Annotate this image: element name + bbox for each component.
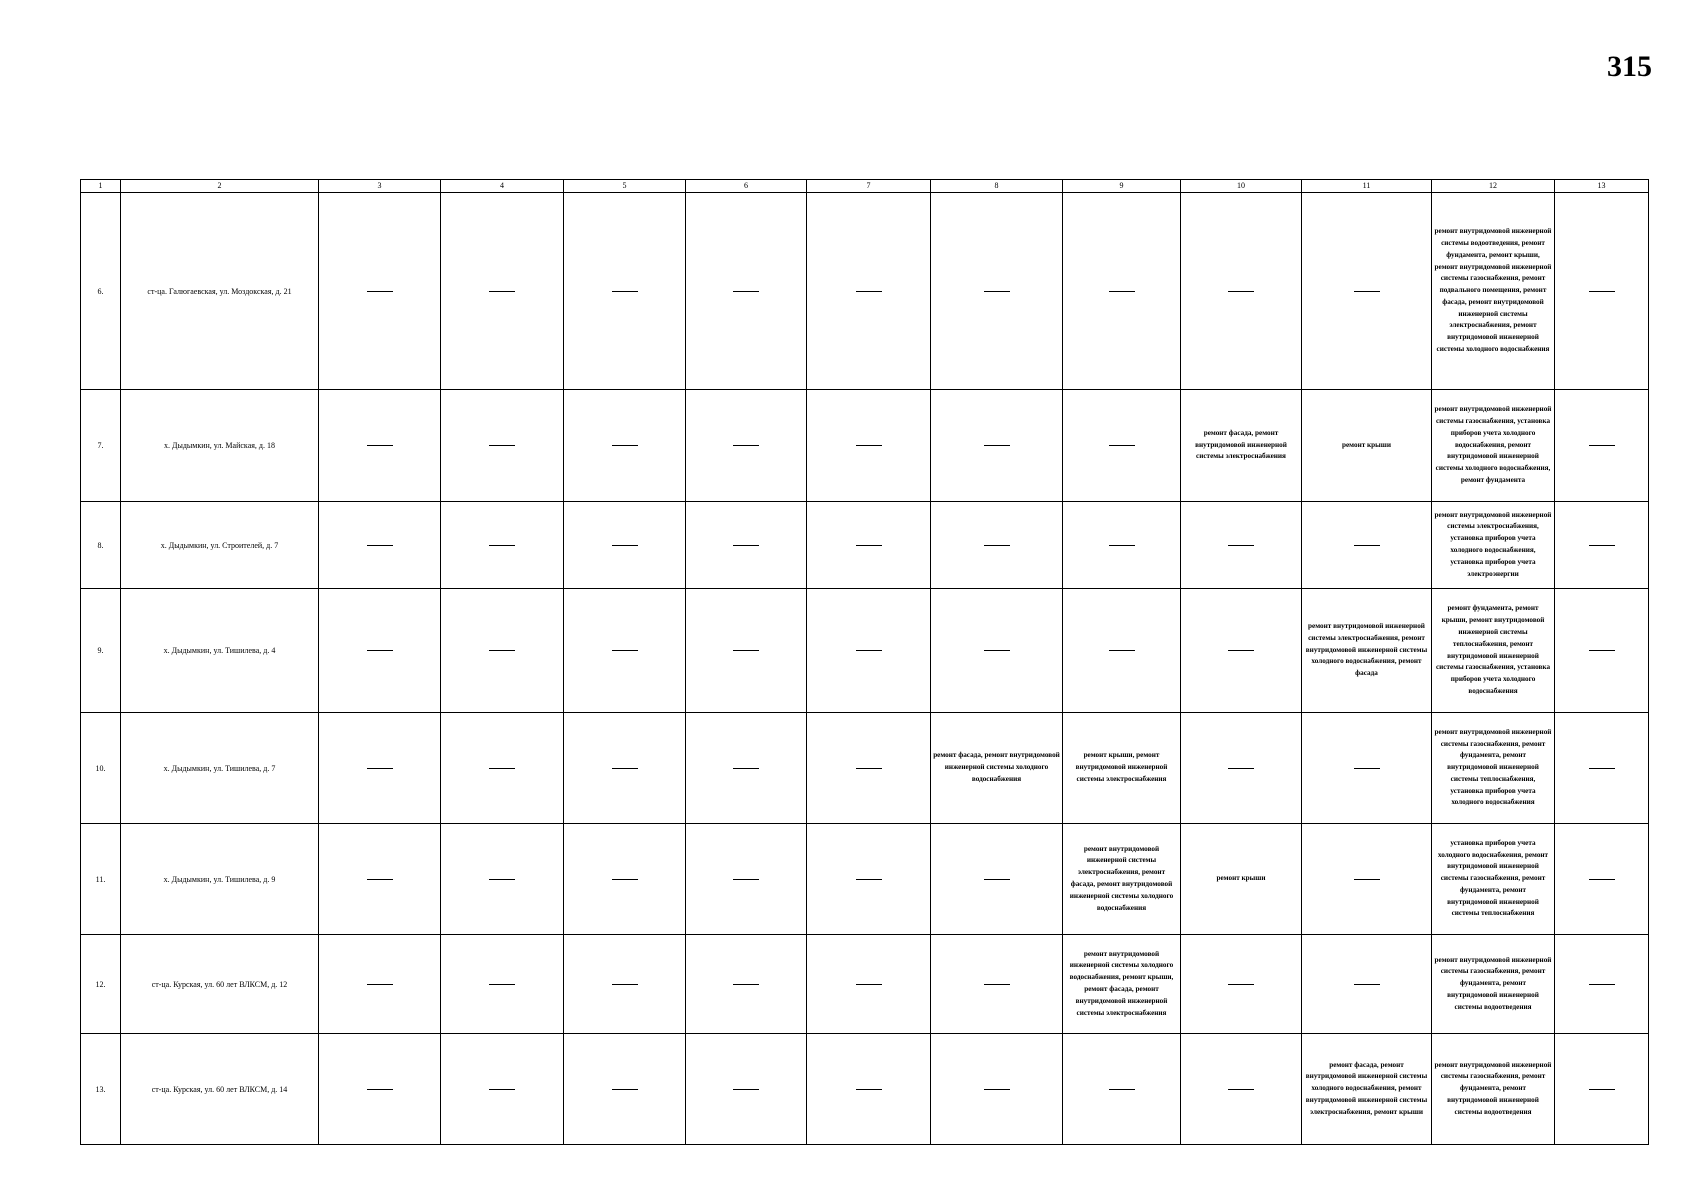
table-row xyxy=(81,713,1649,824)
dash-mark xyxy=(489,768,515,769)
repair-work-cell: ремонт крыши xyxy=(1181,824,1302,935)
empty-dash-cell xyxy=(1063,1034,1181,1145)
empty-dash-cell xyxy=(441,713,564,824)
row-number: 8. xyxy=(81,502,121,589)
repair-work-cell: ремонт внутридомовой инженерной системы водоотведения, ремонт фундамента, ремонт крыши, ремонт внутридомовой инженерной системы газоснабжения, ремонт подвального помещения, ремонт фасада, ремонт внутридомовой инженерной системы электроснабжения, ремонт внутридомовой инженерной системы холодного водоснабжения xyxy=(1432,193,1555,390)
repair-work-cell: ремонт внутридомовой инженерной системы электроснабжения, ремонт фасада, ремонт внутридомовой инженерной системы холодного водоснабжения xyxy=(1063,824,1181,935)
empty-dash-cell xyxy=(441,935,564,1034)
dash-mark xyxy=(1228,650,1254,651)
empty-dash-cell xyxy=(441,193,564,390)
empty-dash-cell xyxy=(807,589,931,713)
empty-dash-cell xyxy=(319,193,441,390)
address-cell: х. Дыдымкин, ул. Строителей, д. 7 xyxy=(121,502,319,589)
dash-mark xyxy=(1589,879,1615,880)
column-header: 1 xyxy=(81,180,121,193)
dash-mark xyxy=(984,650,1010,651)
dash-mark xyxy=(489,545,515,546)
column-header: 4 xyxy=(441,180,564,193)
dash-mark xyxy=(612,1089,638,1090)
table-row xyxy=(81,589,1649,713)
empty-dash-cell xyxy=(1555,589,1649,713)
dash-mark xyxy=(489,291,515,292)
dash-mark xyxy=(856,545,882,546)
empty-dash-cell xyxy=(686,935,807,1034)
dash-mark xyxy=(733,650,759,651)
dash-mark xyxy=(367,1089,393,1090)
table-row xyxy=(81,824,1649,935)
dash-mark xyxy=(733,768,759,769)
empty-dash-cell xyxy=(931,824,1063,935)
column-header: 5 xyxy=(564,180,686,193)
empty-dash-cell xyxy=(1181,589,1302,713)
empty-dash-cell xyxy=(1063,502,1181,589)
dash-mark xyxy=(733,1089,759,1090)
repair-work-cell: ремонт внутридомовой инженерной системы газоснабжения, ремонт фундамента, ремонт внутридомовой инженерной системы водоотведения xyxy=(1432,1034,1555,1145)
dash-mark xyxy=(984,291,1010,292)
empty-dash-cell xyxy=(319,589,441,713)
repair-work-cell: установка приборов учета холодного водоснабжения, ремонт внутридомовой инженерной системы газоснабжения, ремонт фундамента, ремонт внутридомовой инженерной системы теплоснабжения xyxy=(1432,824,1555,935)
address-cell: х. Дыдымкин, ул. Тишилева, д. 4 xyxy=(121,589,319,713)
empty-dash-cell xyxy=(319,935,441,1034)
row-number: 7. xyxy=(81,390,121,502)
empty-dash-cell xyxy=(931,589,1063,713)
repair-work-cell: ремонт крыши, ремонт внутридомовой инженерной системы электроснабжения xyxy=(1063,713,1181,824)
empty-dash-cell xyxy=(564,502,686,589)
repair-work-cell: ремонт фасада, ремонт внутридомовой инженерной системы электроснабжения xyxy=(1181,390,1302,502)
dash-mark xyxy=(856,879,882,880)
dash-mark xyxy=(1354,768,1380,769)
dash-mark xyxy=(856,984,882,985)
empty-dash-cell xyxy=(1302,824,1432,935)
empty-dash-cell xyxy=(319,390,441,502)
table-row xyxy=(81,193,1649,390)
dash-mark xyxy=(733,879,759,880)
dash-mark xyxy=(367,650,393,651)
dash-mark xyxy=(856,291,882,292)
column-header: 7 xyxy=(807,180,931,193)
column-header: 6 xyxy=(686,180,807,193)
empty-dash-cell xyxy=(1555,390,1649,502)
empty-dash-cell xyxy=(807,502,931,589)
dash-mark xyxy=(733,445,759,446)
empty-dash-cell xyxy=(564,935,686,1034)
empty-dash-cell xyxy=(931,390,1063,502)
dash-mark xyxy=(1589,650,1615,651)
empty-dash-cell xyxy=(564,589,686,713)
dash-mark xyxy=(489,984,515,985)
table-body xyxy=(81,193,1649,1145)
dash-mark xyxy=(612,291,638,292)
dash-mark xyxy=(1589,545,1615,546)
empty-dash-cell xyxy=(1063,589,1181,713)
empty-dash-cell xyxy=(1063,390,1181,502)
empty-dash-cell xyxy=(1555,824,1649,935)
empty-dash-cell xyxy=(441,502,564,589)
dash-mark xyxy=(1109,1089,1135,1090)
repair-work-cell: ремонт внутридомовой инженерной системы газоснабжения, ремонт фундамента, ремонт внутридомовой инженерной системы водоотведения xyxy=(1432,935,1555,1034)
column-number-row xyxy=(81,180,1649,193)
repair-work-cell: ремонт внутридомовой инженерной системы электроснабжения, ремонт внутридомовой инженерной системы холодного водоснабжения, ремонт фасада xyxy=(1302,589,1432,713)
repair-work-cell: ремонт внутридомовой инженерной системы газоснабжения, установка приборов учета холодного водоснабжения, ремонт внутридомовой инженерной системы холодного водоснабжения, ремонт фундамента xyxy=(1432,390,1555,502)
dash-mark xyxy=(612,768,638,769)
empty-dash-cell xyxy=(686,502,807,589)
empty-dash-cell xyxy=(441,824,564,935)
dash-mark xyxy=(1589,291,1615,292)
dash-mark xyxy=(856,445,882,446)
repair-work-cell: ремонт внутридомовой инженерной системы электроснабжения, установка приборов учета холодного водоснабжения, установка приборов учета электроэнергии xyxy=(1432,502,1555,589)
empty-dash-cell xyxy=(931,935,1063,1034)
dash-mark xyxy=(984,545,1010,546)
empty-dash-cell xyxy=(686,713,807,824)
dash-mark xyxy=(1109,291,1135,292)
empty-dash-cell xyxy=(686,390,807,502)
empty-dash-cell xyxy=(686,1034,807,1145)
dash-mark xyxy=(367,445,393,446)
address-cell: ст-ца. Галюгаевская, ул. Моздокская, д. 21 xyxy=(121,193,319,390)
empty-dash-cell xyxy=(1181,713,1302,824)
repair-work-cell: ремонт фасада, ремонт внутридомовой инженерной системы холодного водоснабжения xyxy=(931,713,1063,824)
empty-dash-cell xyxy=(931,193,1063,390)
address-cell: х. Дыдымкин, ул. Тишилева, д. 7 xyxy=(121,713,319,824)
dash-mark xyxy=(1589,768,1615,769)
dash-mark xyxy=(733,545,759,546)
dash-mark xyxy=(1109,545,1135,546)
dash-mark xyxy=(489,1089,515,1090)
empty-dash-cell xyxy=(1302,502,1432,589)
empty-dash-cell xyxy=(564,1034,686,1145)
column-header: 10 xyxy=(1181,180,1302,193)
empty-dash-cell xyxy=(807,824,931,935)
dash-mark xyxy=(612,650,638,651)
repair-work-cell: ремонт внутридомовой инженерной системы холодного водоснабжения, ремонт крыши, ремонт фасада, ремонт внутридомовой инженерной системы электроснабжения xyxy=(1063,935,1181,1034)
table-row xyxy=(81,935,1649,1034)
dash-mark xyxy=(1354,545,1380,546)
row-number: 11. xyxy=(81,824,121,935)
empty-dash-cell xyxy=(1555,193,1649,390)
empty-dash-cell xyxy=(319,1034,441,1145)
column-header: 13 xyxy=(1555,180,1649,193)
dash-mark xyxy=(1354,879,1380,880)
empty-dash-cell xyxy=(1181,193,1302,390)
dash-mark xyxy=(1228,291,1254,292)
dash-mark xyxy=(612,545,638,546)
dash-mark xyxy=(612,984,638,985)
empty-dash-cell xyxy=(564,713,686,824)
dash-mark xyxy=(984,984,1010,985)
row-number: 10. xyxy=(81,713,121,824)
repair-schedule-table xyxy=(80,179,1649,1145)
row-number: 13. xyxy=(81,1034,121,1145)
empty-dash-cell xyxy=(1302,193,1432,390)
dash-mark xyxy=(367,291,393,292)
row-number: 9. xyxy=(81,589,121,713)
address-cell: ст-ца. Курская, ул. 60 лет ВЛКСМ, д. 14 xyxy=(121,1034,319,1145)
empty-dash-cell xyxy=(441,390,564,502)
empty-dash-cell xyxy=(441,589,564,713)
column-header: 11 xyxy=(1302,180,1432,193)
address-cell: х. Дыдымкин, ул. Майская, д. 18 xyxy=(121,390,319,502)
repair-work-cell: ремонт внутридомовой инженерной системы газоснабжения, ремонт фундамента, ремонт внутридомовой инженерной системы теплоснабжения, установка приборов учета холодного водоснабжения xyxy=(1432,713,1555,824)
dash-mark xyxy=(984,879,1010,880)
empty-dash-cell xyxy=(564,390,686,502)
empty-dash-cell xyxy=(1181,502,1302,589)
empty-dash-cell xyxy=(1555,502,1649,589)
empty-dash-cell xyxy=(1063,193,1181,390)
dash-mark xyxy=(367,984,393,985)
dash-mark xyxy=(612,879,638,880)
dash-mark xyxy=(1109,650,1135,651)
empty-dash-cell xyxy=(807,193,931,390)
page-number: 315 xyxy=(1607,50,1652,83)
empty-dash-cell xyxy=(1181,1034,1302,1145)
empty-dash-cell xyxy=(807,1034,931,1145)
empty-dash-cell xyxy=(686,589,807,713)
dash-mark xyxy=(1228,545,1254,546)
empty-dash-cell xyxy=(1302,713,1432,824)
dash-mark xyxy=(489,879,515,880)
dash-mark xyxy=(856,650,882,651)
dash-mark xyxy=(367,879,393,880)
empty-dash-cell xyxy=(1181,935,1302,1034)
dash-mark xyxy=(1589,1089,1615,1090)
dash-mark xyxy=(367,545,393,546)
address-cell: ст-ца. Курская, ул. 60 лет ВЛКСМ, д. 12 xyxy=(121,935,319,1034)
empty-dash-cell xyxy=(686,193,807,390)
empty-dash-cell xyxy=(564,824,686,935)
empty-dash-cell xyxy=(931,502,1063,589)
empty-dash-cell xyxy=(686,824,807,935)
empty-dash-cell xyxy=(807,390,931,502)
column-header: 12 xyxy=(1432,180,1555,193)
empty-dash-cell xyxy=(319,713,441,824)
empty-dash-cell xyxy=(564,193,686,390)
column-header: 9 xyxy=(1063,180,1181,193)
dash-mark xyxy=(984,445,1010,446)
dash-mark xyxy=(856,768,882,769)
dash-mark xyxy=(1354,291,1380,292)
dash-mark xyxy=(733,291,759,292)
column-header: 2 xyxy=(121,180,319,193)
repair-work-cell: ремонт фасада, ремонт внутридомовой инженерной системы холодного водоснабжения, ремонт внутридомовой инженерной системы электроснабжения, ремонт крыши xyxy=(1302,1034,1432,1145)
empty-dash-cell xyxy=(441,1034,564,1145)
dash-mark xyxy=(733,984,759,985)
repair-work-cell: ремонт крыши xyxy=(1302,390,1432,502)
dash-mark xyxy=(1228,984,1254,985)
address-cell: х. Дыдымкин, ул. Тишилева, д. 9 xyxy=(121,824,319,935)
empty-dash-cell xyxy=(319,502,441,589)
empty-dash-cell xyxy=(1302,935,1432,1034)
table-row xyxy=(81,390,1649,502)
dash-mark xyxy=(1109,445,1135,446)
dash-mark xyxy=(1228,768,1254,769)
dash-mark xyxy=(984,1089,1010,1090)
dash-mark xyxy=(489,650,515,651)
empty-dash-cell xyxy=(319,824,441,935)
dash-mark xyxy=(1354,984,1380,985)
dash-mark xyxy=(1589,984,1615,985)
row-number: 12. xyxy=(81,935,121,1034)
dash-mark xyxy=(612,445,638,446)
dash-mark xyxy=(1228,1089,1254,1090)
empty-dash-cell xyxy=(1555,713,1649,824)
empty-dash-cell xyxy=(1555,1034,1649,1145)
table-row xyxy=(81,1034,1649,1145)
dash-mark xyxy=(1589,445,1615,446)
empty-dash-cell xyxy=(931,1034,1063,1145)
row-number: 6. xyxy=(81,193,121,390)
empty-dash-cell xyxy=(807,935,931,1034)
empty-dash-cell xyxy=(807,713,931,824)
column-header: 8 xyxy=(931,180,1063,193)
dash-mark xyxy=(367,768,393,769)
dash-mark xyxy=(489,445,515,446)
table-row xyxy=(81,502,1649,589)
empty-dash-cell xyxy=(1555,935,1649,1034)
column-header: 3 xyxy=(319,180,441,193)
dash-mark xyxy=(856,1089,882,1090)
repair-work-cell: ремонт фундамента, ремонт крыши, ремонт внутридомовой инженерной системы теплоснабжения, ремонт внутридомовой инженерной системы газоснабжения, установка приборов учета холодного водоснабжения xyxy=(1432,589,1555,713)
